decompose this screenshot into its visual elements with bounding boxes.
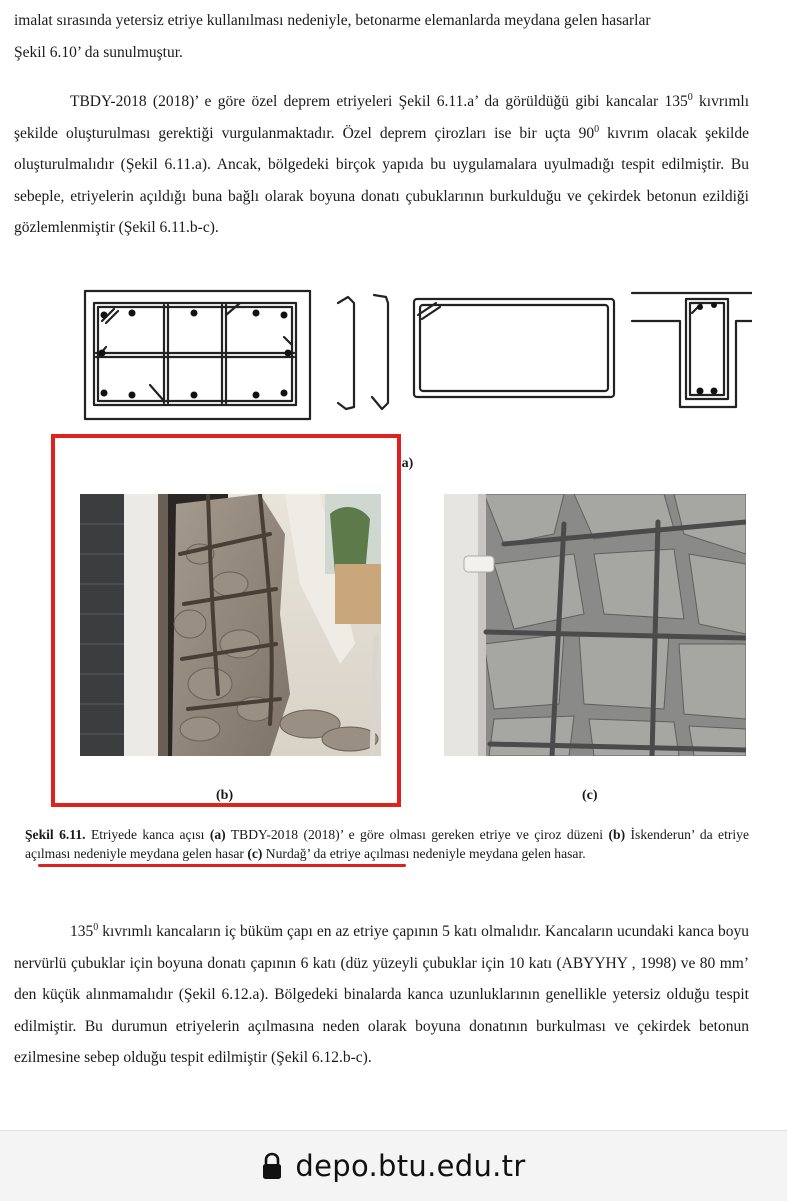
paragraph-2 (14, 86, 749, 244)
paragraph-3-part-b: kıvrımlı kancaların iç büküm çapı en az etriye çapının 5 katı olmalıdır. Kancaların ucundaki kanca boyu nervürlü çubuklar için boyuna donatı çapının 6 katı (düz yüzeyli çubuklar için 10 katı (ABYYHY , 1998) ve 80 mm’ den küçük alınmamalıdır (Şekil 6.12.a). Bölgedeki binalarda kanca uzunluklarının genellikle yetersiz olduğu tespit edilmiştir. Bu durumun etriyelerin açılmasına neden olarak boyuna donatının burkulması ve çekirdek betonun ezilmesine sebep olduğu tespit edilmiştir (Şekil 6.12.b-c). (14, 923, 749, 1066)
paragraph-2-part-c: kıvrım olacak şekilde oluşturulmalıdır (Şekil 6.11.a). Ancak, bölgedeki birçok yapıda bu uygulamalara uyulmadığı tespit edilmiştir. Bu sebeple, etriyelerin açıldığı buna bağlı olarak boyuna donatı çubuklarının burkulduğu ve çekirdek betonun ezildiği gözlemlenmiştir (Şekil 6.11.b-c). (14, 124, 749, 236)
paragraph-2-part-a: TBDY-2018 (2018)’ e göre özel deprem etriyeleri Şekil 6.11.a’ da görüldüğü gibi kancalar 135 (70, 93, 688, 110)
degree-sup: 0 (93, 921, 99, 933)
url-text[interactable]: depo.btu.edu.tr (295, 1149, 526, 1183)
degree-sup: 0 (594, 123, 600, 135)
caption-text-2: TBDY-2018 (2018)’ e göre olması gereken etriye ve çiroz düzeni (225, 827, 609, 842)
figure-caption (25, 825, 749, 863)
caption-text-4: Nurdağ’ da etriye açılması nedeniyle meydana gelen hasar. (262, 846, 586, 861)
red-highlight-frame (51, 434, 401, 807)
lock-icon (261, 1151, 283, 1181)
caption-text-1: Etriyede kanca açısı (85, 827, 210, 842)
caption-label-a: (a) (209, 827, 226, 842)
caption-figure-number: Şekil 6.11. (25, 827, 86, 842)
figure-label-a: (a) (397, 456, 414, 471)
caption-label-c: (c) (247, 846, 263, 861)
red-underline-mark (38, 864, 406, 867)
top-paragraph-line2: Şekil 6.10’ da sunulmuştur. (14, 43, 183, 61)
browser-url-bar[interactable] (0, 1130, 787, 1201)
top-paragraph (14, 5, 749, 68)
caption-text-3: İskenderun’ da etriye açılması nedeniyle meydana gelen hasar (25, 827, 750, 861)
photo-c-nurdag-damage (444, 494, 746, 756)
paragraph-3 (14, 916, 749, 1074)
degree-sup: 0 (687, 91, 693, 103)
paragraph-2-part-b: kıvrımlı şekilde oluşturulması gerektiği vurgulanmaktadır. Özel deprem çirozları ise bir uçta 90 (14, 93, 749, 142)
top-paragraph-line1: imalat sırasında yetersiz etriye kullanılması nedeniyle, betonarme elemanlarda meydana gelen hasarlar (14, 12, 651, 29)
figure-label-b: (b) (216, 788, 234, 803)
figure-label-c: (c) (582, 788, 598, 803)
figure-a-drawings (80, 285, 752, 425)
caption-label-b: (b) (608, 827, 626, 842)
paragraph-3-part-a: 135 (70, 923, 94, 940)
